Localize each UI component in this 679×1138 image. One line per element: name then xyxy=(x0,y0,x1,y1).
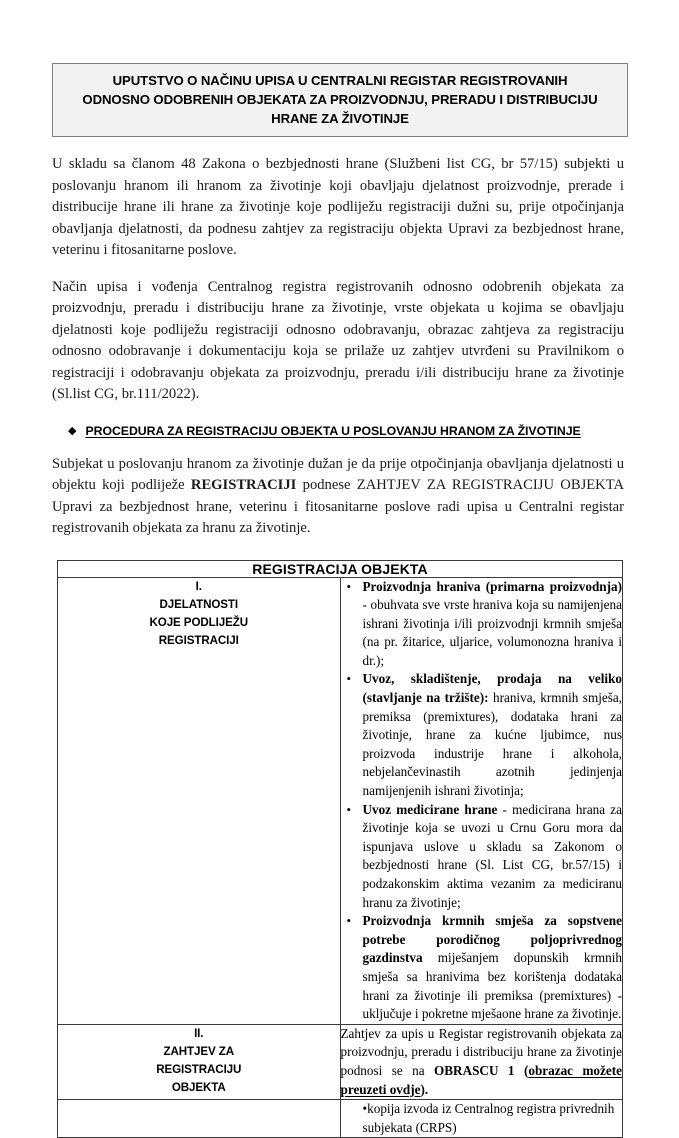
section-heading xyxy=(52,424,628,438)
list-item xyxy=(341,578,623,671)
document-content xyxy=(52,63,628,1138)
table-row-crps xyxy=(58,1100,623,1138)
row-label-activities xyxy=(58,577,341,1024)
row-body-activities xyxy=(340,577,623,1024)
document-title-box xyxy=(52,63,628,137)
paragraph-procedure xyxy=(52,454,624,540)
bullet-1-rest: - obuhvata sve vrste hraniva koja su namijenjena ishrani životinja i/ili proizvodnji krmnih smješa (na pr. žitarice, uljarice, volumonozna hraniva i dr.); xyxy=(363,597,623,668)
label-activities-line-1: I. xyxy=(58,578,340,596)
bullet-2-rest: hraniva, krmnih smješa, premiksa (premixtures), dodataka hrani za životinje, hrane za kućne ljubimce, nus proizvoda industrije hrane i alkohola, nebjelančevinastih azotnih jedinjenja namijenjenih ishrani životinja; xyxy=(363,690,623,798)
procedure-bold-registraciji: REGISTRACIJI xyxy=(191,477,296,493)
table-header-row xyxy=(58,560,623,577)
label-request-line-2: ZAHTJEV ZA xyxy=(58,1043,340,1061)
table-row-request xyxy=(58,1024,623,1099)
bullet-4-bold: Proizvodnja krmnih smješa za sopstvene potrebe porodičnog poljoprivrednog gazdinstva xyxy=(363,913,623,965)
paragraph-intro: U skladu sa članom 48 Zakona o bezbjednosti hrane (Službeni list CG, br 57/15) subjekti u poslovanju hranom ili hranom za životinje koji obavljaju djelatnost proizvodnje, prerade i distribucije hrane ili hrane za životinje koje podliježu registraciji dužni su, prije otpočinjanja obavljanja djelatnosti, da podnesu zahtjev za registraciju objekta Upravi za bezbjednost hrane, veterinu i fitosanitarne poslove. xyxy=(52,154,624,262)
section-heading-label: PROCEDURA ZA REGISTRACIJU OBJEKTA U POSLOVANJU HRANOM ZA ŽIVOTINJE xyxy=(85,424,580,438)
label-request-line-3: REGISTRACIJU xyxy=(58,1061,340,1079)
bullet-3-rest: - medicirana hrana za životinje koja se uvozi u Crnu Goru mora da ispunjava uslove u skladu sa Zakonom o bezbjednosti hrane (Sl. List CG, br.57/15) i podzakonskim aktima vezanim za mediciranu hranu za životinje; xyxy=(363,802,623,910)
crps-bullet-text: kopija izvoda iz Centralnog registra privrednih subjekata (CRPS) xyxy=(363,1101,615,1135)
procedure-text-part2: podnese ZAHTJEV ZA REGISTRACIJU OBJEKTA Upravi za bezbjednost hrane, veterinu i fitosanitarne poslove radi upisa u Centralni registar registrovanih objekata za hranu za životinje. xyxy=(52,477,624,536)
row-body-request xyxy=(340,1024,623,1099)
label-activities-line-4: REGISTRACIJI xyxy=(58,632,340,650)
table-row-activities xyxy=(58,577,623,1024)
list-item xyxy=(341,801,623,913)
row-label-crps-empty xyxy=(58,1100,341,1138)
request-text-part2: ( xyxy=(515,1063,529,1078)
list-item xyxy=(341,912,623,1024)
bullet-dot-icon: • xyxy=(363,1101,368,1116)
bullet-4-rest: miješanjem dopunskih krmnih smješa sa hranivima bez korištenja dodataka hrani za životinje ili premiksa (premixtures) - uključuje i pokretne mješaone hrane za životinje. xyxy=(363,950,623,1021)
diamond-bullet-icon: ◆ xyxy=(68,426,76,437)
table-header-cell: REGISTRACIJA OBJEKTA xyxy=(58,560,623,577)
registration-table xyxy=(57,560,623,1138)
label-request-line-1: II. xyxy=(58,1025,340,1043)
list-item xyxy=(341,670,623,800)
request-text-part3: ). xyxy=(420,1082,428,1097)
title-line-3: HRANE ZA ŽIVOTINJE xyxy=(63,109,617,128)
row-body-crps xyxy=(340,1100,623,1138)
row-label-request xyxy=(58,1024,341,1099)
bullet-1-bold: Proizvodnja hraniva (primarna proizvodnja) xyxy=(363,579,623,594)
request-bold-obrascu: OBRASCU 1 xyxy=(434,1063,515,1078)
label-activities-line-2: DJELATNOSTI xyxy=(58,596,340,614)
paragraph-regulation: Način upisa i vođenja Centralnog registra registrovanih odnosno odobrenih objekata za proizvodnju, preradu i distribuciju hrane za životinje, vrste objekata u kojima se obavljaju djelatnosti koje podliježu registraciji odnosno odobravanju, obrazac zahtjeva za registraciju odnosno odobravanje i dokumentaciju koja se prilaže uz zahtjev utvrđeni su Pravilnikom o registraciji i odobravanju objekata za proizvodnju, preradu i/ili distribuciju hrane za životinje (Sl.list CG, br.111/2022). xyxy=(52,277,624,406)
label-activities-line-3: KOJE PODLIJEŽU xyxy=(58,614,340,632)
bullet-dot-icon: • xyxy=(347,912,352,931)
request-text-part1: Zahtjev za upis u Registar registrovanih objekata za proizvodnju, preradu i distribuciju hrane za životinje podnosi se na xyxy=(341,1026,623,1078)
bullet-dot-icon: • xyxy=(347,578,352,597)
title-line-1: UPUTSTVO O NAČINU UPISA U CENTRALNI REGISTAR REGISTROVANIH xyxy=(63,71,617,90)
label-request-line-4: OBJEKTA xyxy=(58,1079,340,1097)
crps-bullet-item xyxy=(341,1100,623,1137)
bullet-2-bold: Uvoz, skladištenje, prodaja na veliko (stavljanje na tržište): xyxy=(363,671,623,705)
procedure-text-part1: Subjekat u poslovanju hranom za životinje dužan je da prije otpočinjanja obavljanja djelatnosti u objektu koji podliježe xyxy=(52,456,624,494)
activities-bullet-list xyxy=(341,578,623,1024)
bullet-dot-icon: • xyxy=(347,670,352,689)
title-line-2: ODNOSNO ODOBRENIH OBJEKATA ZA PROIZVODNJU, PRERADU I DISTRIBUCIJU xyxy=(63,90,617,109)
bullet-3-bold: Uvoz medicirane hrane xyxy=(363,802,498,817)
bullet-dot-icon: • xyxy=(347,801,352,820)
download-form-link[interactable]: obrazac možete preuzeti ovdje xyxy=(341,1063,622,1097)
